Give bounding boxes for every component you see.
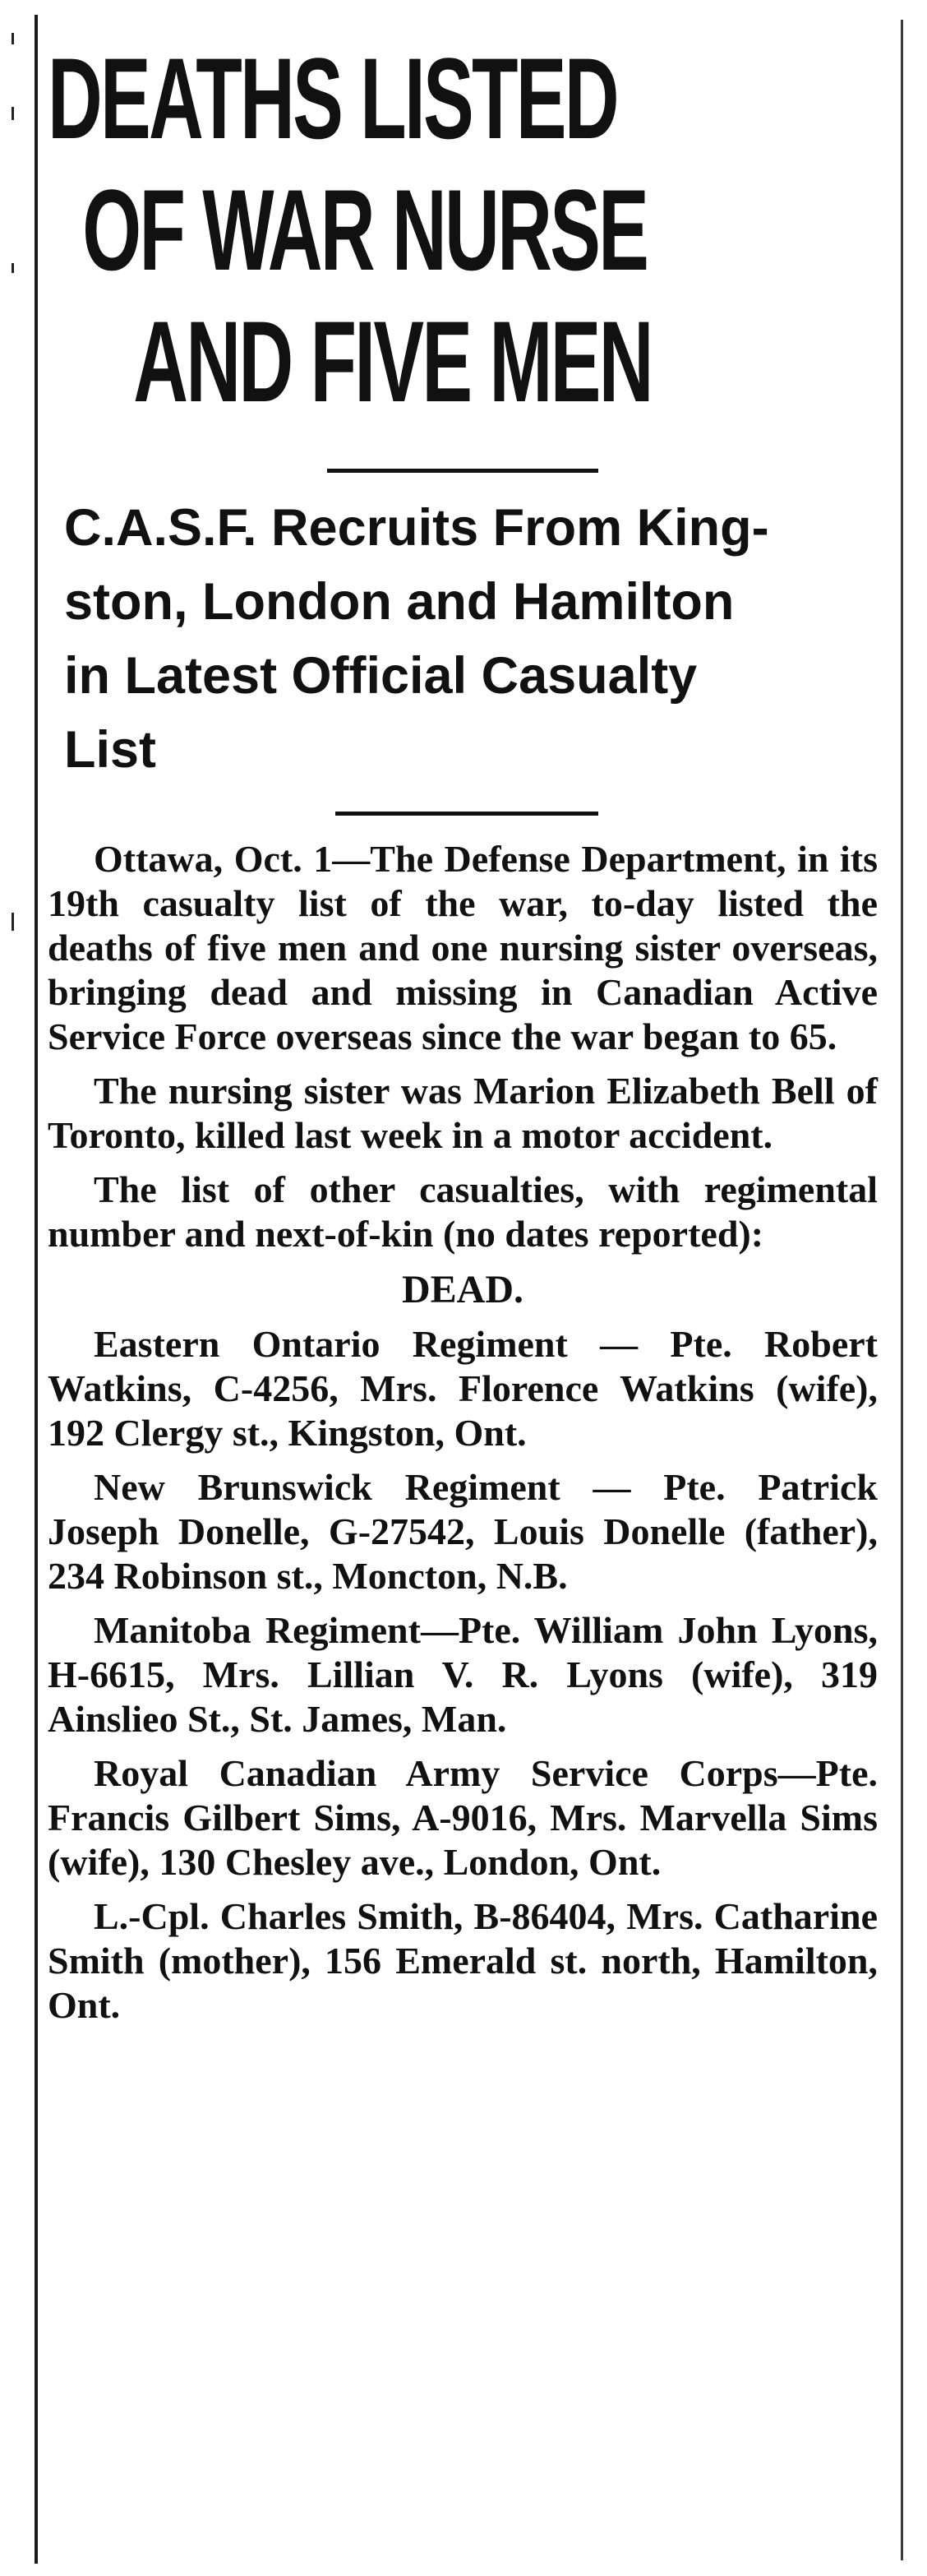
paragraph: The nursing sister was Marion Elizabeth Bell of Toronto, killed last week in a motor accident.: [48, 1070, 878, 1156]
article-body: [48, 837, 878, 2028]
paragraph: The list of other casualties, with regimental number and next-of-kin (no dates reported):: [48, 1168, 878, 1255]
casualty-entry: Royal Canadian Army Service Corps—Pte. Francis Gilbert Sims, A-9016, Mrs. Marvella Sims (wife), 130 Chesley ave., London, Ont.: [48, 1752, 878, 1883]
subheadline-line: in Latest Official Casualty: [64, 647, 698, 705]
headline: [48, 33, 886, 428]
edge-mark: [12, 913, 14, 931]
edge-mark: [12, 263, 14, 273]
subheadline-line: ston, London and Hamilton: [64, 573, 735, 631]
section-divider: [335, 812, 598, 816]
column-rule-left: [35, 15, 38, 2564]
column-rule-right: [901, 20, 903, 2560]
casualty-entry: Manitoba Regiment—Pte. William John Lyons, H-6615, Mrs. Lillian V. R. Lyons (wife), 319 Ainslieo St., St. James, Man.: [48, 1609, 878, 1740]
headline-line: DEATHS LISTED: [48, 34, 617, 163]
headline-line: AND FIVE MEN: [133, 297, 652, 426]
casualty-entry: New Brunswick Regiment — Pte. Patrick Joseph Donelle, G-27542, Louis Donelle (father), 234 Robinson st., Moncton, N.B.: [48, 1466, 878, 1597]
headline-line: OF WAR NURSE: [82, 165, 648, 294]
edge-mark: [12, 107, 14, 120]
article-column: [48, 33, 886, 2037]
paragraph: Ottawa, Oct. 1—The Defense Department, in its 19th casualty list of the war, to-day listed the deaths of five men and one nursing sister overseas, bringing dead and missing in Canadian Active Service Force overseas since the war began to 65.: [48, 838, 878, 1057]
section-divider: [327, 469, 598, 473]
subheadline-line: C.A.S.F. Recruits From King-: [64, 499, 769, 557]
section-heading: DEAD.: [401, 1268, 523, 1311]
subheadline: [48, 491, 894, 787]
subheadline-line: List: [64, 721, 157, 779]
edge-mark: [12, 33, 14, 44]
casualty-entry: Eastern Ontario Regiment — Pte. Robert Watkins, C-4256, Mrs. Florence Watkins (wife), 192 Clergy st., Kingston, Ont.: [48, 1323, 878, 1454]
casualty-entry: L.-Cpl. Charles Smith, B-86404, Mrs. Catharine Smith (mother), 156 Emerald st. north, Hamilton, Ont.: [48, 1895, 878, 2026]
